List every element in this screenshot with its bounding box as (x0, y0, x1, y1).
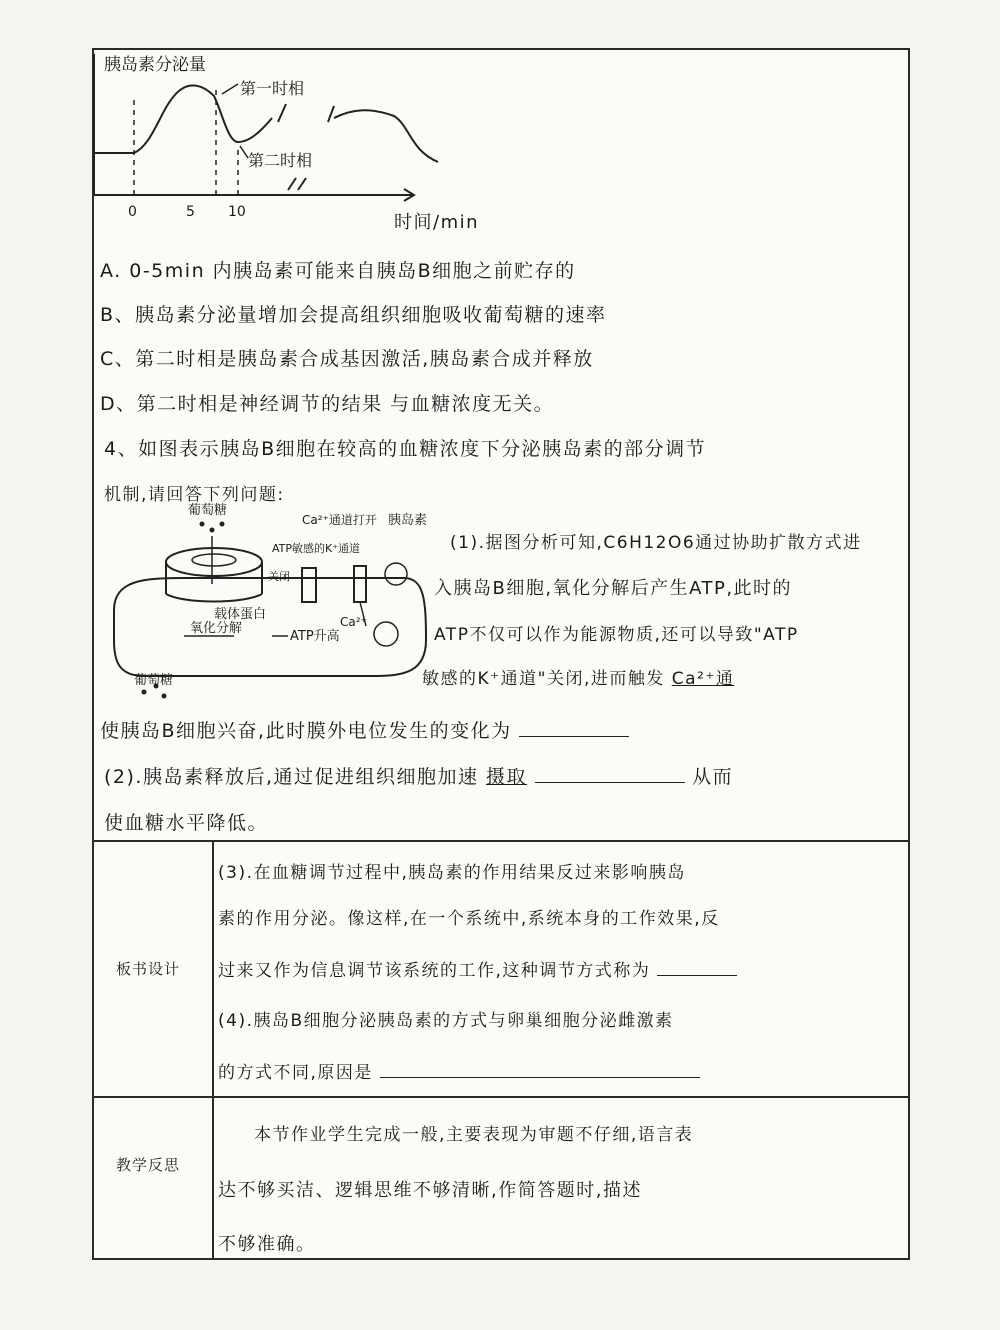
reflection-label: 教学反思 (116, 1156, 181, 1174)
q4-2-blank (535, 766, 685, 783)
secretion-curve-tail (334, 110, 438, 162)
q4-2-line2: 使血糖水平降低。 (104, 812, 269, 834)
board-q3-line3 (218, 956, 737, 981)
q4-2-line1 (104, 762, 733, 789)
curve-break (328, 106, 334, 122)
board-q3-blank (657, 959, 737, 976)
q4-1-line2: 入胰岛B细胞,氧化分解后产生ATP,此时的 (434, 578, 793, 599)
q4-1-line4-text: 敏感的K⁺通道"关闭,进而触发 (422, 669, 665, 689)
phase2-pointer (240, 146, 248, 158)
graph-tick-10: 10 (228, 204, 246, 220)
option-b: B、胰岛素分泌量增加会提高组织细胞吸收葡萄糖的速率 (100, 304, 607, 326)
glucose-dot (200, 522, 205, 527)
diagram-atp-channel: ATP敏感的K⁺通道 (272, 542, 361, 555)
q4-1-line1: (1).据图分析可知,C6H12O6通过协助扩散方式进 (450, 533, 862, 553)
insulin-vesicle-inner (374, 622, 398, 646)
glucose-dot (210, 528, 215, 533)
diagram-oxidation: 氧化分解 (190, 621, 243, 636)
row-divider-board (94, 840, 908, 842)
board-q4-line2-text: 的方式不同,原因是 (218, 1063, 373, 1083)
glucose-dot (162, 694, 167, 699)
diagram-ca-ion: Ca²⁺ (340, 615, 367, 629)
option-a: A. 0-5min 内胰岛素可能来自胰岛B细胞之前贮存的 (100, 260, 576, 282)
board-q3-line1: (3).在血糖调节过程中,胰岛素的作用结果反过来影响胰岛 (218, 863, 686, 883)
board-q3-line2: 素的作用分泌。像这样,在一个系统中,系统本身的工作效果,反 (218, 909, 720, 929)
glucose-transporter (166, 548, 262, 576)
graph-phase2-label: 第二时相 (248, 151, 313, 170)
phase1-pointer (222, 84, 238, 94)
insulin-vesicle (385, 563, 407, 585)
q4-2-line1-text: (2).胰岛素释放后,通过促进组织细胞加速 (104, 766, 479, 788)
graph-tick-5: 5 (186, 204, 195, 220)
q4-stem-line1: 4、如图表示胰岛B细胞在较高的血糖浓度下分泌胰岛素的部分调节 (104, 438, 707, 460)
board-label: 板书设计 (116, 960, 181, 978)
q4-1-line3: ATP不仅可以作为能源物质,还可以导致"ATP (434, 625, 799, 645)
reflection-line2: 达不够买洁、逻辑思维不够清晰,作简答题时,描述 (218, 1180, 642, 1201)
k-channel (302, 568, 316, 602)
worksheet-table (92, 48, 910, 1260)
axis-break (288, 178, 296, 190)
axis-break (298, 178, 306, 190)
q4-1-line5-text: 使胰岛B细胞兴奋,此时膜外电位发生的变化为 (100, 720, 512, 742)
glucose-transporter-body (166, 562, 262, 602)
q4-stem-line2: 机制,请回答下列问题: (104, 485, 285, 505)
q4-1-blank (519, 720, 629, 737)
diagram-glucose-top: 葡萄糖 (188, 503, 228, 518)
reflection-line3: 不够准确。 (218, 1234, 316, 1255)
q4-2-line1-tail: 从而 (692, 766, 734, 788)
board-q4-line2 (218, 1058, 700, 1083)
q4-1-line4 (422, 664, 734, 689)
diagram-carrier: 载体蛋白 (214, 607, 267, 622)
beta-cell-diagram (104, 500, 434, 700)
diagram-ca-channel: Ca²⁺通道打开 (302, 513, 377, 527)
graph-xlabel: 时间/min (394, 212, 480, 233)
glucose-transporter-inner (192, 554, 236, 566)
cell-membrane (114, 578, 426, 676)
diagram-insulin: 胰岛素 (388, 513, 428, 528)
q4-2-answer: 摄取 (486, 766, 528, 788)
option-d: D、第二时相是神经调节的结果 与血糖浓度无关。 (100, 393, 555, 415)
reflection-line1: 本节作业学生完成一般,主要表现为审题不仔细,语言表 (254, 1125, 694, 1145)
board-q4-blank (380, 1061, 700, 1078)
q4-1-line5 (100, 716, 629, 743)
glucose-dot (142, 690, 147, 695)
board-q3-line3-text: 过来又作为信息调节该系统的工作,这种调节方式称为 (218, 961, 651, 981)
diagram-close: 关闭 (268, 570, 290, 583)
ca-channel (354, 566, 366, 602)
graph-tick-0: 0 (128, 204, 137, 220)
board-q4-line1: (4).胰岛B细胞分泌胰岛素的方式与卵巢细胞分泌雌激素 (218, 1011, 674, 1031)
graph-phase1-label: 第一时相 (240, 79, 305, 98)
curve-break (278, 104, 286, 122)
row-divider-reflection (94, 1096, 908, 1098)
option-c: C、第二时相是胰岛素合成基因激活,胰岛素合成并释放 (100, 348, 594, 370)
diagram-atp-rise: ATP升高 (290, 629, 340, 644)
diagram-glucose-bottom: 葡萄糖 (134, 673, 174, 688)
glucose-dot (220, 522, 225, 527)
graph-ylabel: 胰岛素分泌量 (104, 55, 206, 75)
label-column-divider (212, 840, 214, 1260)
q4-1-line4-answer: Ca²⁺通 (671, 669, 735, 689)
